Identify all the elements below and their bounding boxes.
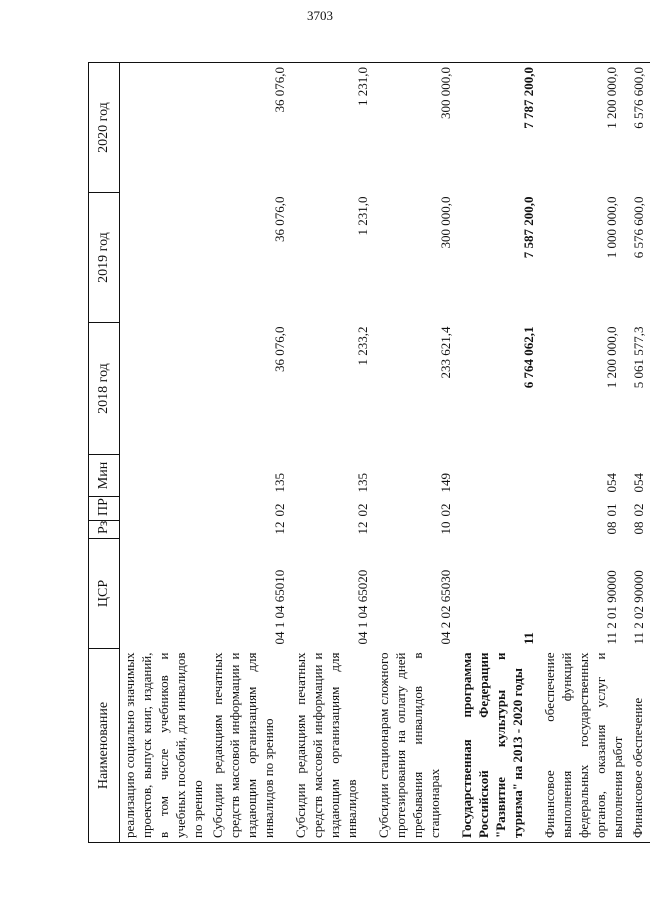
row-2020: 36 076,0 [208, 63, 291, 193]
row-name: Государственная программа Российской Федерации "Развитие культуры и туризма" на 2013 - 2020 годы [457, 649, 540, 843]
page-number: 3703 [307, 8, 333, 23]
row-min: 149 [438, 473, 454, 493]
row-min: 054 [631, 473, 647, 493]
table-row [208, 63, 291, 843]
row-rz: 08 [631, 521, 647, 535]
row-rz [457, 521, 540, 539]
row-2019: 7 587 200,0 [521, 196, 537, 259]
table-row-program [457, 63, 540, 843]
header-rz: Рз [89, 521, 120, 539]
row-2018: 1 200 000,0 [604, 326, 620, 389]
row-name: Финансовое обеспечение выполнения функций федеральных государственных органов, оказания услуг и выполнения работ [540, 649, 628, 843]
row-pr [457, 497, 540, 521]
row-min: 135 [272, 473, 288, 493]
row-rz: 12 [272, 521, 288, 535]
row-csr: 04 2 02 65030 [438, 569, 454, 645]
row-name: Субсидии редакциям печатных средств массовой информации и издающим организациям для инвалидов [291, 649, 374, 843]
header-csr: ЦСР [89, 539, 120, 649]
row-2020: 1 231,0 [291, 63, 374, 193]
row-2018: 233 621,4 [438, 326, 454, 379]
row-rz: 10 [438, 521, 454, 535]
rotated-page-content [88, 63, 647, 843]
row-csr: 04 1 04 65020 [355, 569, 371, 645]
header-min: Мин [89, 455, 120, 497]
row-csr [120, 539, 209, 649]
row-name: реализацию социально значимых проектов, выпуск книг, изданий, в том числе учебников и учебных пособий, для инвалидов по зрению [120, 649, 209, 843]
row-min: 135 [355, 473, 371, 493]
row-2020 [120, 63, 209, 193]
row-pr: 02 [355, 503, 371, 517]
budget-table [88, 62, 650, 843]
header-row [89, 63, 120, 843]
row-pr: 01 [604, 503, 620, 517]
row-name: Финансовое обеспечение [628, 649, 650, 843]
row-csr: 04 1 04 65010 [272, 569, 288, 645]
table-row [540, 63, 628, 843]
table-row [120, 63, 209, 843]
row-csr: 11 [521, 632, 537, 645]
table-row [628, 63, 650, 843]
row-2019: 300 000,0 [438, 196, 454, 249]
row-2018: 5 061 577,3 [631, 326, 647, 389]
table-row [374, 63, 457, 843]
row-pr: 02 [631, 503, 647, 517]
header-name: Наименование [89, 649, 120, 843]
row-csr: 11 2 01 90000 [604, 570, 620, 645]
row-2019: 36 076,0 [272, 196, 288, 242]
row-2019 [120, 193, 209, 323]
row-2020: 7 787 200,0 [457, 63, 540, 193]
row-2020: 6 576 600,0 [628, 63, 650, 193]
row-name: Субсидии редакциям печатных средств массовой информации и издающим организациям для инвалидов по зрению [208, 649, 291, 843]
row-pr: 02 [438, 503, 454, 517]
row-2018: 6 764 062,1 [521, 326, 537, 389]
row-pr: 02 [272, 503, 288, 517]
row-rz: 12 [355, 521, 371, 535]
table-row [291, 63, 374, 843]
header-2019: 2019 год [89, 193, 120, 323]
row-rz [120, 521, 209, 539]
row-2019: 1 231,0 [355, 196, 371, 236]
row-2020: 300 000,0 [374, 63, 457, 193]
header-2020: 2020 год [89, 63, 120, 193]
row-2018: 1 233,2 [355, 326, 371, 366]
row-2020: 1 200 000,0 [540, 63, 628, 193]
row-min: 054 [604, 473, 620, 493]
row-2018 [120, 323, 209, 455]
row-rz: 08 [604, 521, 620, 535]
row-min [457, 455, 540, 497]
row-pr [120, 497, 209, 521]
row-2018: 36 076,0 [272, 326, 288, 372]
row-2019: 1 000 000,0 [604, 196, 620, 259]
header-pr: ПР [89, 497, 120, 521]
row-csr: 11 2 02 90000 [631, 570, 647, 645]
row-2019: 6 576 600,0 [631, 196, 647, 259]
header-2018: 2018 год [89, 323, 120, 455]
row-min [120, 455, 209, 497]
row-name: Субсидии стационарам сложного протезирования на оплату дней пребывания инвалидов в стационарах [374, 649, 457, 843]
